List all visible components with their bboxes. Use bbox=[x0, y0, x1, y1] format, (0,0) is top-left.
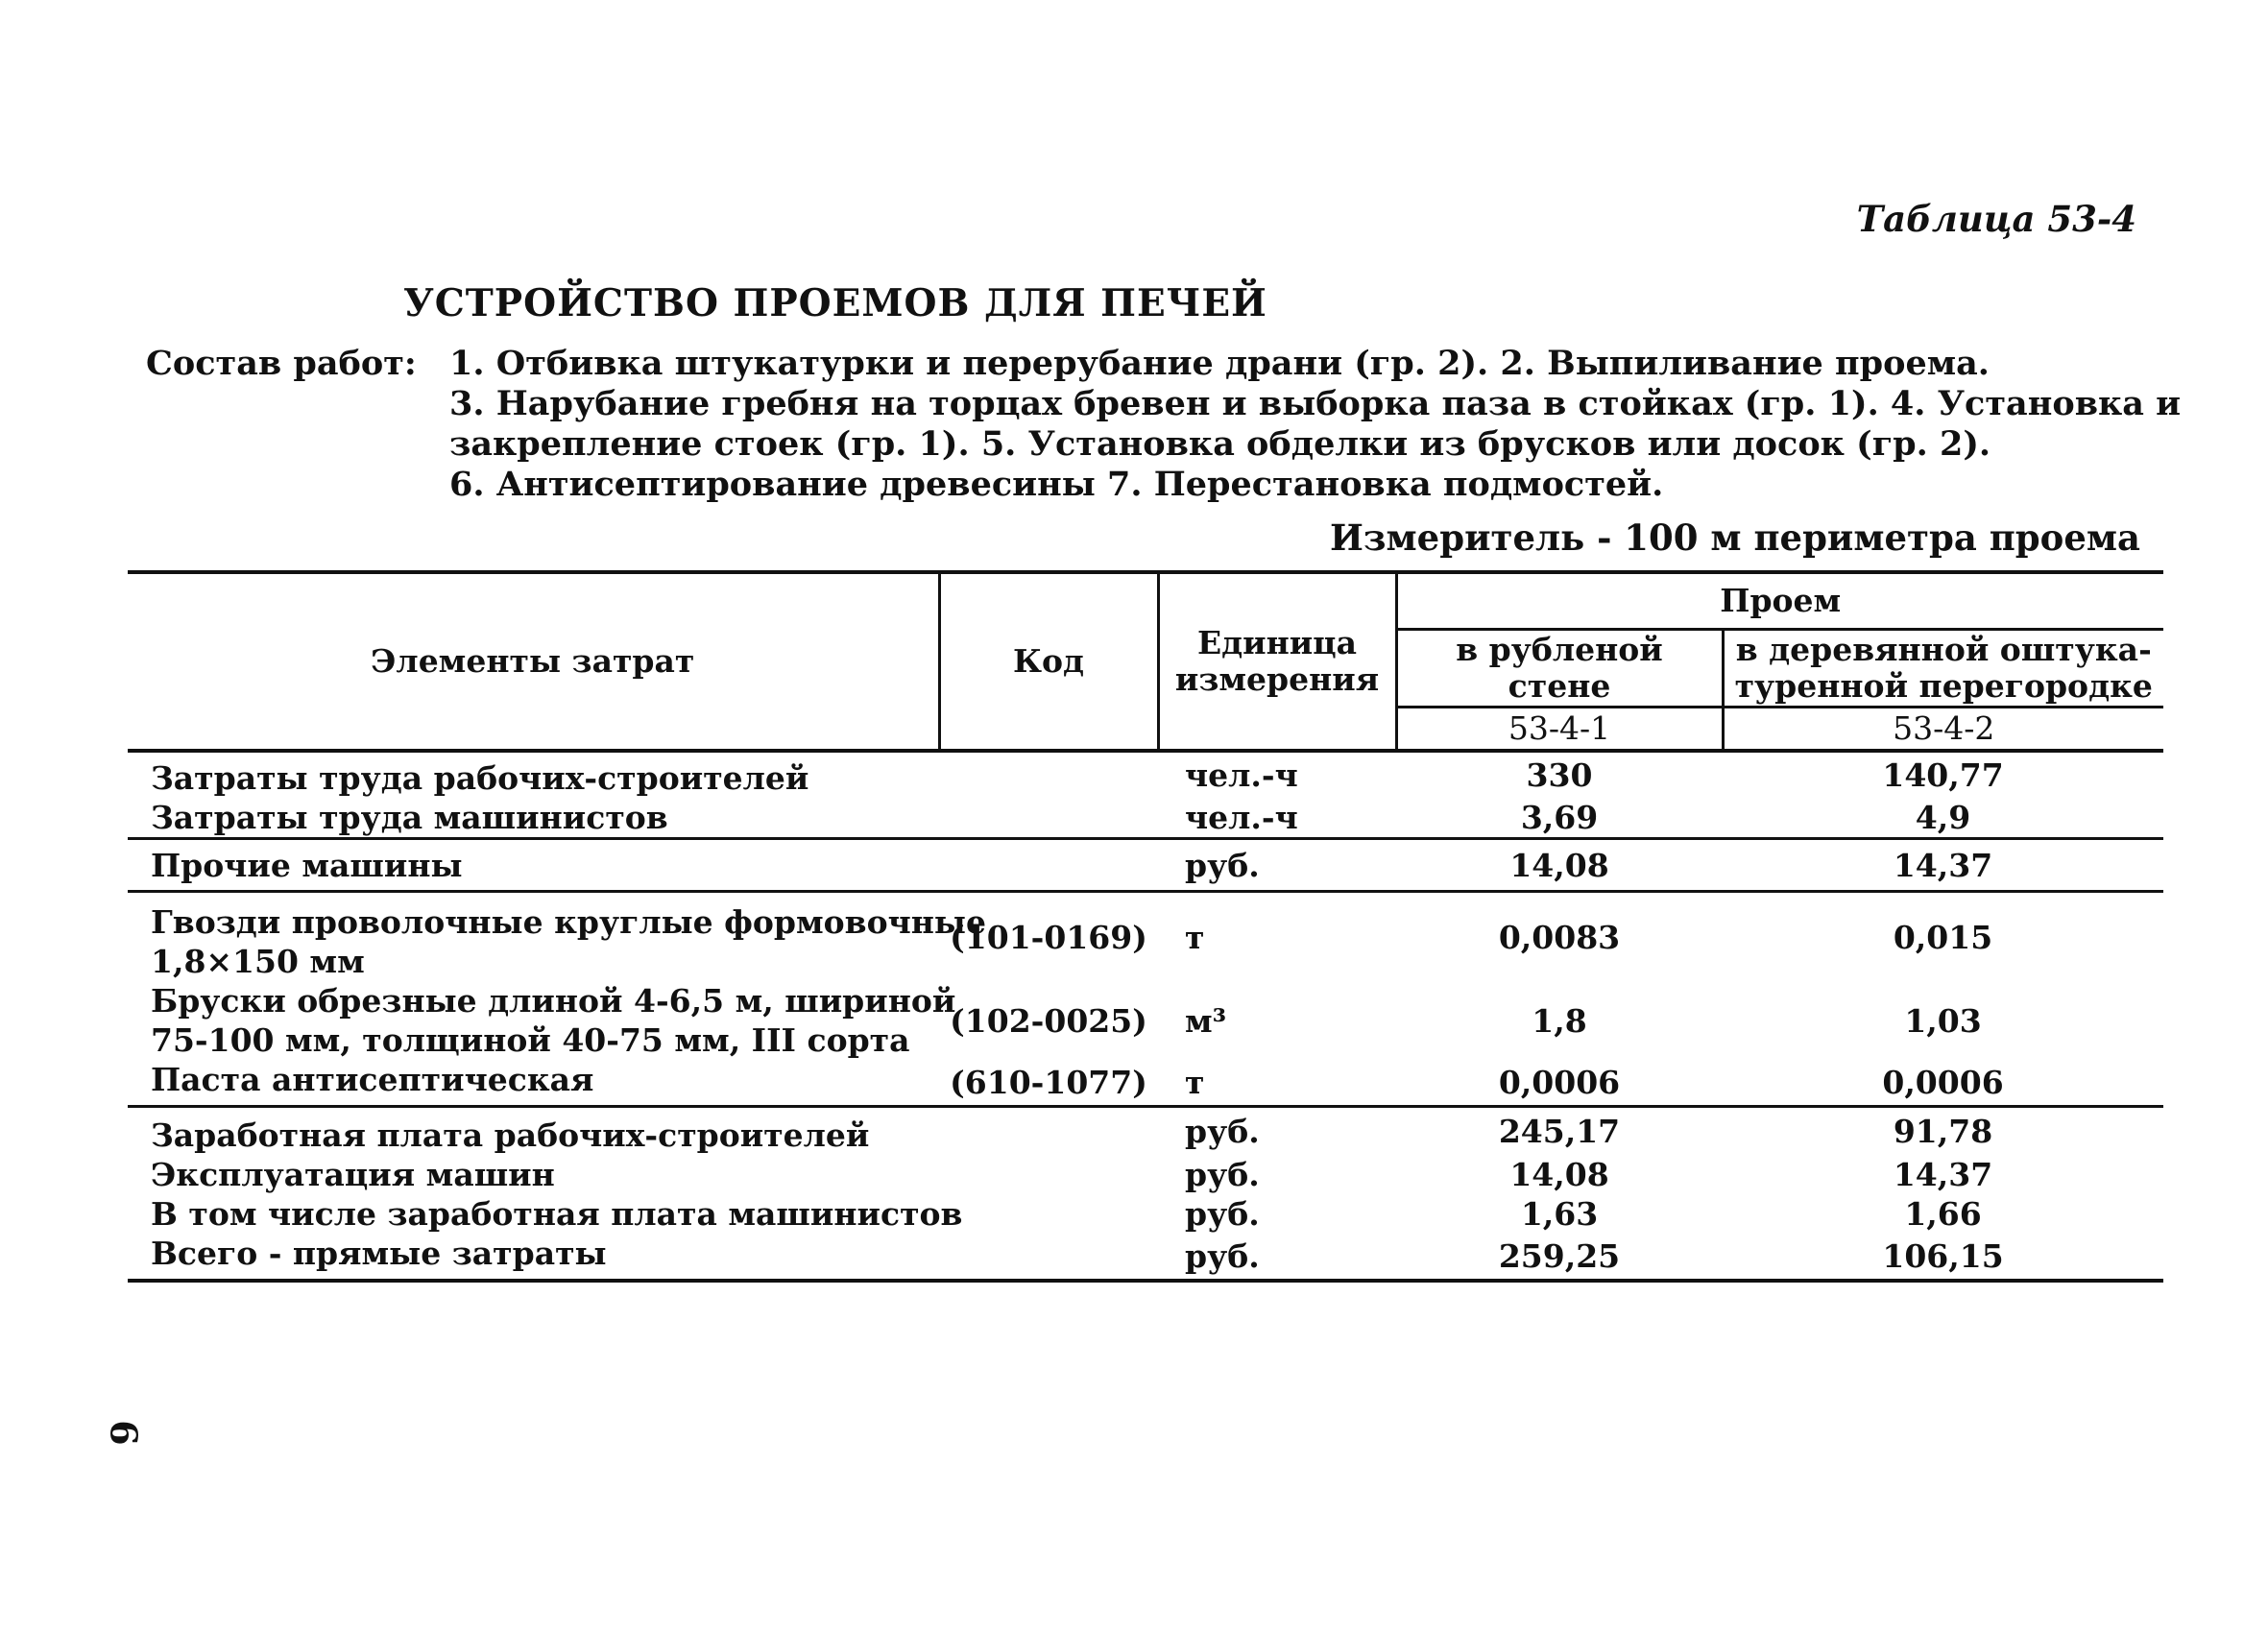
row-value-1: 0,0083 bbox=[1498, 918, 1621, 956]
row-value-1: 14,08 bbox=[1396, 839, 1723, 892]
row-value-1: 1,8 bbox=[1532, 1001, 1587, 1040]
header-col1-line1: в рубленой bbox=[1456, 631, 1663, 668]
row-value-1: 3,69 bbox=[1396, 798, 1723, 839]
work-line: закрепление стоек (гр. 1). 5. Установка обделки из брусков или досок (гр. 2). bbox=[449, 424, 1991, 464]
row-code bbox=[939, 1107, 1158, 1156]
header-col2-line2: туренной перегородке bbox=[1734, 667, 2153, 705]
row-name-line2: 1,8×150 мм bbox=[151, 943, 365, 980]
row-code bbox=[939, 1234, 1158, 1281]
meter-note: Измеритель - 100 м периметра проема bbox=[1329, 516, 2140, 559]
row-value-2: 140,77 bbox=[1882, 756, 2004, 794]
header-code: Код bbox=[939, 572, 1158, 751]
work-composition-label: Состав работ: bbox=[146, 344, 417, 383]
row-code bbox=[939, 1155, 1158, 1194]
row-unit: т bbox=[1185, 918, 1205, 956]
row-unit: руб. bbox=[1185, 1156, 1260, 1193]
row-value-2: 0,015 bbox=[1893, 918, 1993, 956]
row-unit: руб. bbox=[1158, 839, 1396, 892]
row-value-1: 245,17 bbox=[1498, 1113, 1621, 1150]
header-col2 bbox=[1723, 630, 2163, 708]
header-elements: Элементы затрат bbox=[128, 572, 939, 751]
row-value-2: 1,03 bbox=[1904, 1001, 1982, 1040]
row-code bbox=[939, 751, 1158, 798]
table-row bbox=[128, 1060, 2163, 1107]
row-name: Паста антисептическая bbox=[128, 1060, 939, 1107]
row-code bbox=[939, 839, 1158, 892]
table-row bbox=[128, 1194, 2163, 1234]
row-value-2: 1,66 bbox=[1904, 1195, 1982, 1233]
row-code bbox=[939, 798, 1158, 839]
row-name-line1: Гвозди проволочные круглые формовочные bbox=[151, 903, 987, 941]
table-row bbox=[128, 981, 2163, 1060]
row-name bbox=[128, 981, 956, 1060]
table-row bbox=[128, 1155, 2163, 1194]
header-col1-code: 53-4-1 bbox=[1396, 708, 1723, 752]
row-name: В том числе заработная плата машинистов bbox=[151, 1195, 963, 1233]
row-value-1: 0,0006 bbox=[1396, 1060, 1723, 1107]
row-unit: т bbox=[1158, 1060, 1396, 1107]
row-name bbox=[128, 892, 987, 982]
row-value-2: 106,15 bbox=[1723, 1234, 2163, 1281]
row-unit: руб. bbox=[1185, 1113, 1260, 1150]
row-code: (610-1077) bbox=[939, 1060, 1158, 1107]
row-value-2: 91,78 bbox=[1893, 1113, 1993, 1150]
row-name-line1: Бруски обрезные длиной 4-6,5 м, шириной bbox=[151, 982, 956, 1020]
row-unit: чел.-ч bbox=[1158, 798, 1396, 839]
row-name: Эксплуатация машин bbox=[151, 1156, 555, 1193]
row-unit: чел.-ч bbox=[1185, 756, 1298, 794]
table-row-total bbox=[128, 1234, 2163, 1281]
row-name: Заработная плата рабочих-строителей bbox=[151, 1116, 870, 1154]
table-row bbox=[128, 892, 2163, 982]
row-code: (101-0169) bbox=[950, 918, 1147, 956]
row-unit: руб. bbox=[1185, 1195, 1260, 1233]
table-header-row bbox=[128, 572, 2163, 630]
page-number: 6 bbox=[102, 1420, 146, 1446]
table-number: Таблица 53-4 bbox=[1856, 198, 2136, 240]
row-code bbox=[939, 1194, 1158, 1234]
row-value-1: 14,08 bbox=[1509, 1156, 1609, 1193]
row-value-1: 1,63 bbox=[1520, 1195, 1599, 1233]
table-row bbox=[128, 1107, 2163, 1156]
work-composition-text bbox=[449, 344, 2182, 505]
table-row bbox=[128, 839, 2163, 892]
header-unit-line2: измерения bbox=[1174, 660, 1380, 698]
row-value-1: 330 bbox=[1526, 756, 1593, 794]
header-col1-line2: стене bbox=[1508, 667, 1611, 705]
header-unit bbox=[1158, 572, 1396, 751]
row-value-2: 4,9 bbox=[1723, 798, 2163, 839]
row-unit: руб. bbox=[1158, 1234, 1396, 1281]
header-col1 bbox=[1396, 630, 1723, 708]
row-name: Всего - прямые затраты bbox=[128, 1234, 939, 1281]
header-col2-line1: в деревянной оштука- bbox=[1735, 631, 2152, 668]
row-name: Затраты труда машинистов bbox=[128, 798, 939, 839]
row-name-line2: 75-100 мм, толщиной 40-75 мм, III сорта bbox=[151, 1021, 910, 1059]
row-name: Прочие машины bbox=[128, 839, 939, 892]
table-row bbox=[128, 751, 2163, 798]
table-row bbox=[128, 798, 2163, 839]
document-title: УСТРОЙСТВО ПРОЕМОВ ДЛЯ ПЕЧЕЙ bbox=[403, 281, 1267, 325]
row-value-2: 0,0006 bbox=[1723, 1060, 2163, 1107]
row-unit: м³ bbox=[1185, 1001, 1227, 1040]
row-value-1: 259,25 bbox=[1396, 1234, 1723, 1281]
work-line: 1. Отбивка штукатурки и перерубание драни (гр. 2). 2. Выпиливание проема. bbox=[449, 344, 1990, 383]
cost-table bbox=[128, 570, 2163, 1283]
header-unit-line1: Единица bbox=[1196, 624, 1357, 661]
row-code: (102-0025) bbox=[950, 1001, 1147, 1040]
header-opening-group: Проем bbox=[1396, 572, 2163, 630]
header-col2-code: 53-4-2 bbox=[1723, 708, 2163, 752]
work-line: 3. Нарубание гребня на торцах бревен и выборка паза в стойках (гр. 1). 4. Установка и bbox=[449, 384, 2182, 423]
row-value-2: 14,37 bbox=[1893, 1156, 1993, 1193]
row-value-2: 14,37 bbox=[1723, 839, 2163, 892]
row-name: Затраты труда рабочих-строителей bbox=[151, 759, 809, 797]
work-line: 6. Антисептирование древесины 7. Перестановка подмостей. bbox=[449, 465, 1664, 504]
